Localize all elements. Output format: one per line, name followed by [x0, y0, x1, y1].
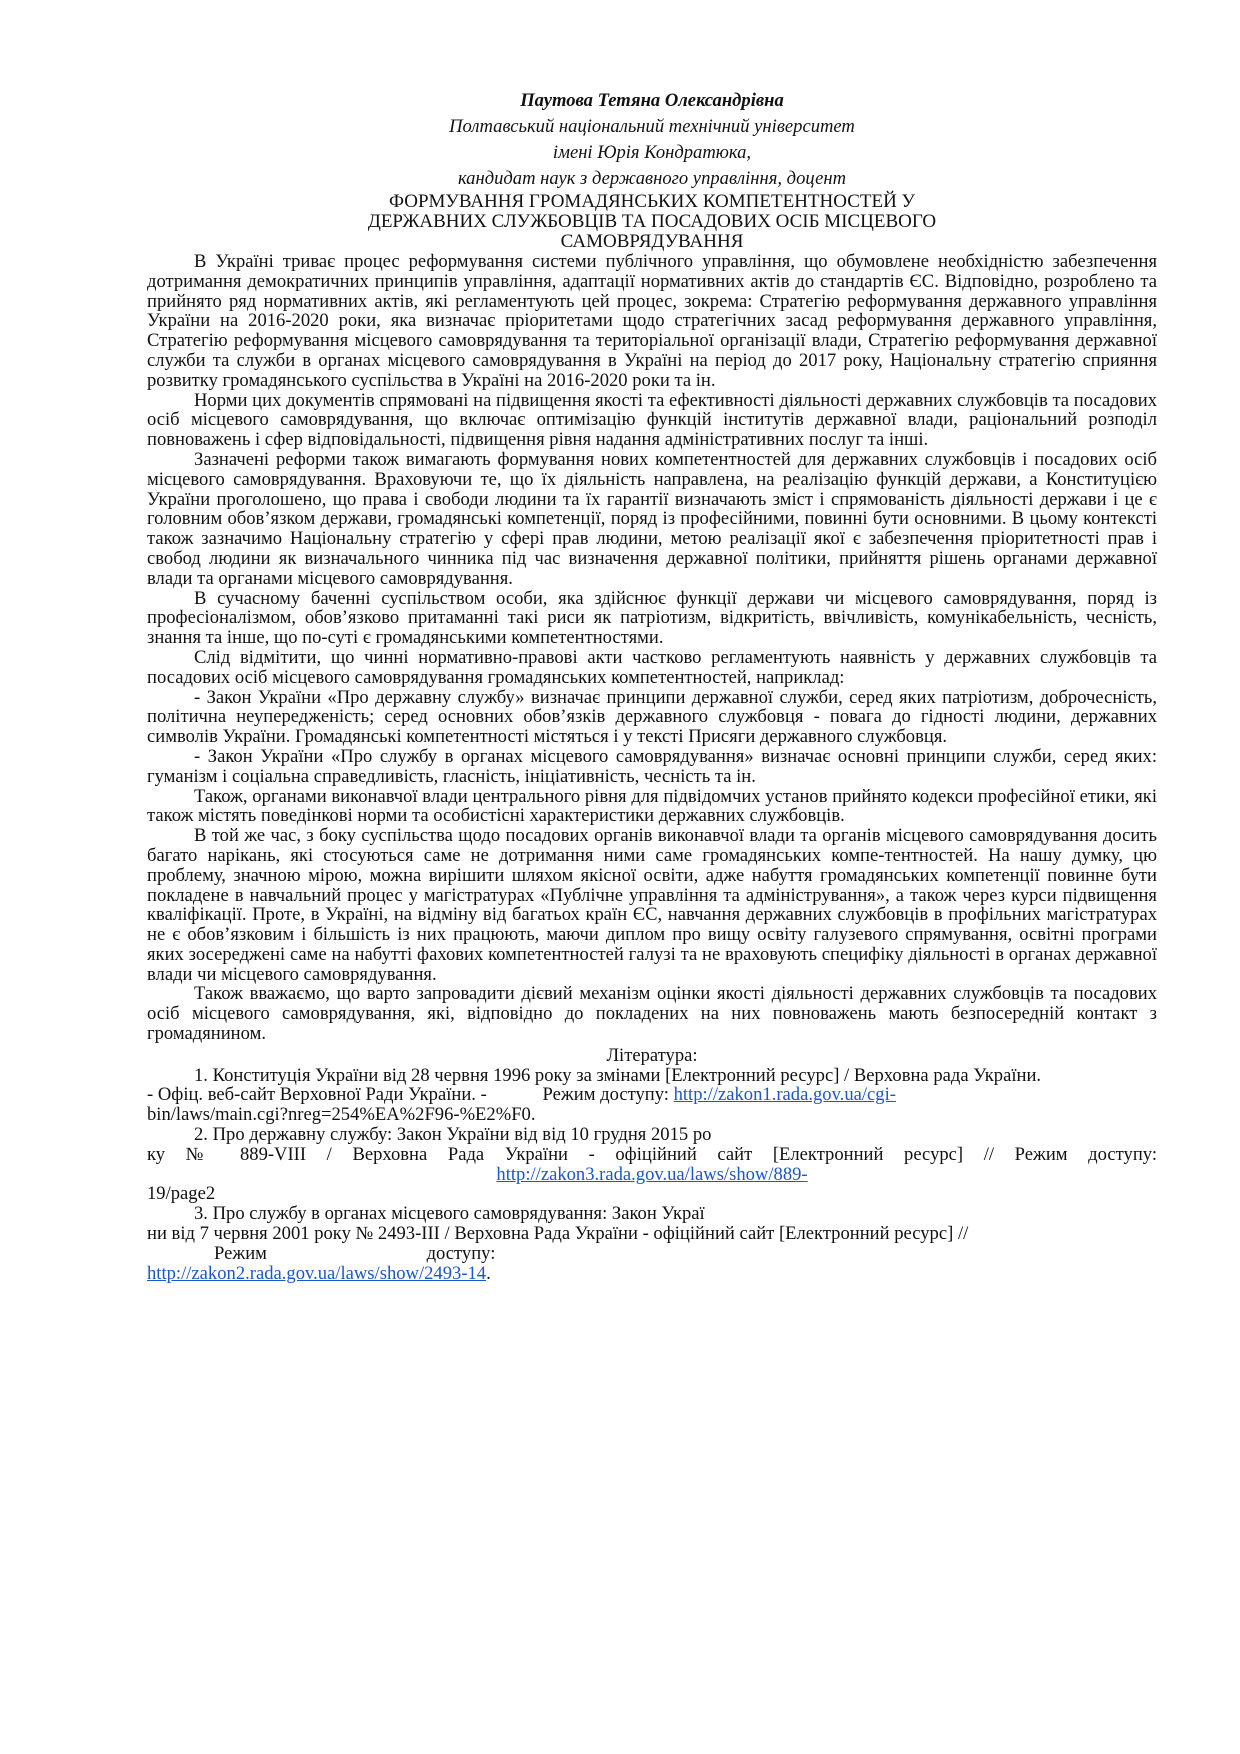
article-header [147, 88, 1157, 252]
paragraph: В Україні триває процес реформування системи публічного управління, що обумовлене необхідністю забезпечення дотримання демократичних принципів управління, адаптації нормативних актів до стандартів ЄС. Відповідно, розроблено та прийнято ряд нормативних актів, які регламентують цей процес, зокрема: Стратегію реформування державного управління України на 2016-2020 роки, яка визначає пріоритетами щодо стратегічних засад реформування державного управління, Стратегію реформування місцевого самоврядування та територіальної організації влади, Стратегію реформування державної служби та служби в органах місцевого самоврядування в Україні на період до 2017 року, Національну стратегію сприяння розвитку громадянського суспільства в Україні на 2016-2020 роки та ін. [147, 251, 1157, 391]
paragraph: Також вважаємо, що варто запровадити дієвий механізм оцінки якості діяльності державних службовців та посадових осіб місцевого самоврядування, які, відповідно до покладених на них повноважень мають безпосередній контакт з громадянином. [147, 983, 1157, 1045]
affiliation-line-1: Полтавський національний технічний університет [449, 116, 855, 137]
paragraph: Також, органами виконавчої влади центрального рівня для підвідомчих установ прийнято кодекси професійної етики, які також містять поведінкові норми та особистісні характеристики державних службовців. [147, 785, 1157, 827]
document-page [147, 88, 1157, 1283]
article-title-line-3: САМОВРЯДУВАННЯ [560, 231, 744, 252]
reference-text: ни від 7 червня 2001 року № 2493-ІІІ / Верховна Рада України - офіційний сайт [Електронний [147, 1223, 890, 1245]
reference-text: ку № 889-VIII / Верховна Рада України - офіційний сайт [Електронний ресурс] // Режим доступу: [147, 1143, 1157, 1165]
paragraph: Зазначені реформи також вимагають формування нових компетентностей для державних службовців і посадових осіб місцевого самоврядування. Враховуючи те, що їх діяльність направлена, на реалізацію функцій держави, а Конституцією України проголошено, що права і свободи людини та їх гарантії визначають зміст і спрямованість діяльності держави і це є головним обов’язком держави, громадянські компетенції, поряд із професійними, повинні бути основними. В цьому контексті також зазначимо Національну стратегію у сфері прав людини, метою реалізації якої є забезпечення пріоритетності прав і свобод людини як визначального чинника під час визначення державної політики, прийняття рішень органами державної влади та органами місцевого самоврядування. [147, 448, 1157, 589]
author-name: Паутова Тетяна Олександрівна [520, 90, 784, 111]
reference-text-line [147, 1244, 1157, 1264]
paragraph: - Закон України «Про службу в органах місцевого самоврядування» визначає основні принципи служби, серед яких: гуманізм і соціальна справедливість, гласність, ініціативність, чесність та ін. [147, 745, 1157, 787]
paragraph: - Закон України «Про державну службу» визначає принципи державної служби, серед яких патріотизм, доброчесність, політична неупередженість; серед основних обов’язків державного службовця - повага до гідності людини, державних символів України. Громадянські компетентності містяться і у тексті Присяги державного службовця. [147, 686, 1157, 748]
reference-link[interactable]: http://zakon1.rada.gov.ua/cgi- [673, 1084, 896, 1106]
reference-text: - Офіц. веб-сайт Верховної Ради України. - Режим доступу: [147, 1084, 674, 1106]
reference-text: доступу: [426, 1242, 496, 1264]
reference-text: ресурс] // [894, 1223, 969, 1245]
reference-text: bin/laws/main.cgi?nreg=254%EA%2F96-%E2%F0. [147, 1104, 536, 1126]
paragraph: Норми цих документів спрямовані на підвищення якості та ефективності діяльності державних службовців та посадових осіб місцевого самоврядування, що включає оптимізацію функцій інститутів державної влади, раціональний розподіл повноважень і сфер відповідальності, підвищення рівня надання адміністративних послуг та інші. [147, 389, 1157, 451]
article-body [147, 252, 1157, 1044]
reference-text: 3. Про службу в органах місцевого самоврядування: Закон Украї [194, 1203, 705, 1225]
affiliation-line-2: імені Юрія Кондратюка, [552, 142, 752, 163]
reference-item-3 [147, 1204, 1157, 1283]
reference-text-line [147, 1224, 1132, 1244]
reference-link[interactable]: http://zakon2.rada.gov.ua/laws/show/2493-14 [147, 1262, 487, 1284]
reference-text-line [147, 1085, 1157, 1105]
reference-text: 19/page2 [147, 1183, 216, 1205]
reference-text: 2. Про державну службу: Закон України від від 10 грудня 2015 ро [194, 1124, 712, 1146]
paragraph: В сучасному баченні суспільством особи, яка здійснює функції держави чи місцевого самоврядування, поряд із професіоналізмом, обов’язково притаманні такі риси як патріотизм, відкритість, ввічливість, комунікабельність, чесність, знання та інше, що по-суті є громадянськими компетентностями. [147, 587, 1157, 649]
paragraph: В той же час, з боку суспільства щодо посадових органів виконавчої влади та органів місцевого самоврядування досить багато нарікань, які стосуються саме не дотримання ними саме громадянських компе-тентностей. На нашу думку, цю проблему, значною мірою, можна вирішити шляхом якісної освіти, адже набуття громадянських компетенції повинне бути покладене в навчальний процес у магістратурах «Публічне управління та адміністрування», а також через курси підвищення кваліфікації. Проте, в Україні, на відміну від багатьох країн ЄС, навчання державних службовців в профільних магістратурах не є обов’язковим і більшість із них працюють, маючи диплом про вищу освіту галузевого спрямування, освітні програми яких зосереджені саме на набутті фахових компетентностей галузі та не враховують специфіку діяльності в органах державної влади чи місцевого самоврядування. [147, 825, 1157, 985]
reference-item-1 [147, 1066, 1157, 1125]
paragraph: Слід відмітити, що чинні нормативно-правові акти частково регламентують наявність у державних службовців та посадових осіб місцевого самоврядування громадянських компетентностей, наприклад: [147, 646, 1157, 688]
reference-link-line [147, 1264, 1157, 1284]
reference-text: 1. Конституція України від 28 червня 1996 року за змінами [Електронний ресурс] / Верховна рада України. [194, 1064, 1042, 1086]
article-title-line-2: ДЕРЖАВНИХ СЛУЖБОВЦІВ ТА ПОСАДОВИХ ОСІБ МІСЦЕВОГО [367, 211, 937, 232]
literature-heading: Література: [606, 1044, 698, 1066]
academic-degree: кандидат наук з державного управління, доцент [457, 168, 847, 189]
reference-text: . [486, 1262, 491, 1284]
reference-link[interactable]: http://zakon3.rada.gov.ua/laws/show/889- [496, 1163, 808, 1185]
reference-text: Режим [214, 1242, 267, 1264]
article-title-line-1: ФОРМУВАННЯ ГРОМАДЯНСЬКИХ КОМПЕТЕНТНОСТЕЙ У [388, 191, 916, 212]
reference-item-2 [147, 1125, 1157, 1204]
